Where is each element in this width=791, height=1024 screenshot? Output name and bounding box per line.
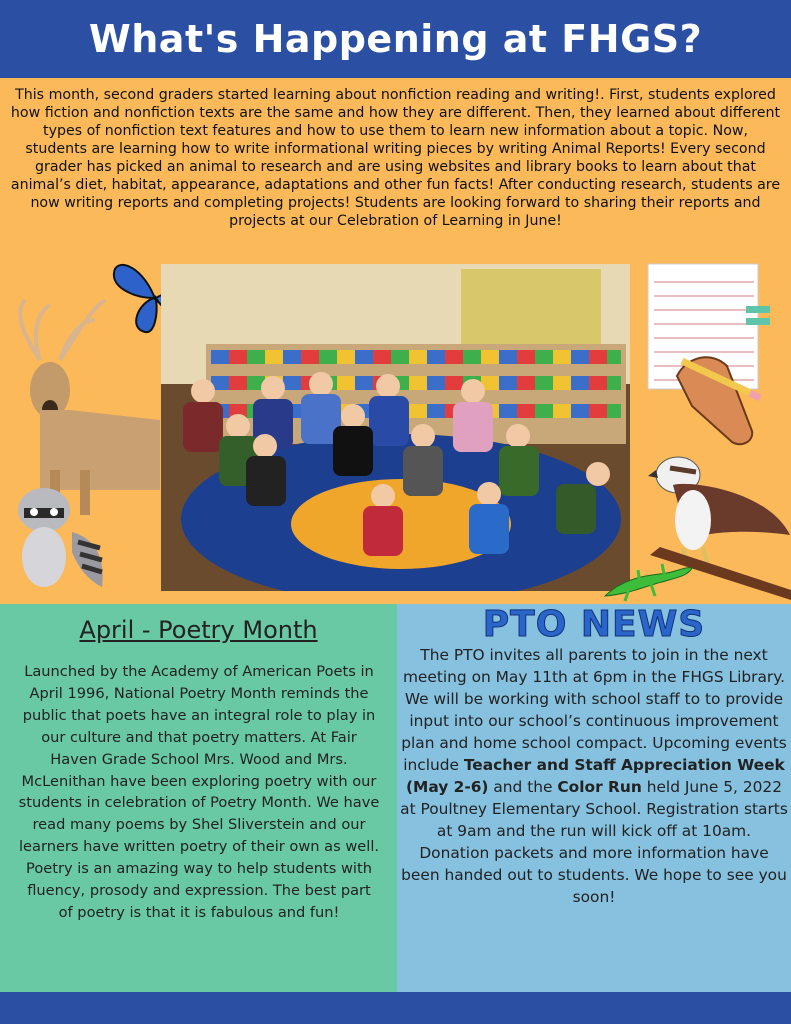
intro-paragraph: This month, second graders started learning about nonfiction reading and writing!. First, students explored how fiction and nonfiction texts are the same and how they are different. Then, they learned about different types of nonfiction text features and how to use them to learn new information about a topic. Now, students are learning how to write informational writing pieces by writing Animal Reports! Every second grader has picked an animal to research and are using websites and library books to learn about that animal’s diet, habitat, appearance, adaptations and other fun facts! After conducting research, students are now writing reports and completing projects! Students are looking forward to sharing their reports and projects at our Celebration of Learning in June!: [10, 87, 781, 229]
footer-bar: [0, 992, 791, 1024]
lizard-icon: [600, 556, 696, 606]
pto-text-2: and the: [488, 778, 558, 796]
header-bar: [0, 0, 791, 78]
pto-body: [400, 644, 788, 908]
pto-text-3: held June 5, 2022 at Poultney Elementary School. Registration starts at 9am and the run will kick off at 10am. Donation packets and more information have been handed out to students. We hope to see you soon!: [400, 778, 788, 906]
pto-title: PTO NEWS: [482, 604, 706, 645]
poetry-title: April - Poetry Month: [79, 616, 318, 644]
poetry-body: Launched by the Academy of American Poets in April 1996, National Poetry Month reminds the public that poets have an integral role to play in our culture and that poetry matters. At Fair Haven Grade School Mrs. Wood and Mrs. McLenithan have been exploring poetry with our students in celebration of Poetry Month. We have read many poems by Shel Sliverstein and our learners have written poetry of their own as well. Poetry is an amazing way to help students with fluency, prosody and expression. The best part of poetry is that it is fabulous and fun!: [18, 663, 380, 921]
classroom-students-photo: [161, 264, 630, 591]
pto-bold-color-run: Color Run: [557, 778, 642, 796]
writing-hand-icon: [672, 346, 762, 450]
raccoon-icon: [12, 482, 112, 590]
pto-bold-appreciation-week: Teacher and Staff Appreciation Week (May 2-6): [405, 756, 785, 796]
page-title: What's Happening at FHGS?: [88, 17, 703, 61]
pto-text-1: The PTO invites all parents to join in the next meeting on May 11th at 6pm in the FHGS Library. We will be working with school staff to to provide input into our school’s continuous improvement plan and home school compact. Upcoming events include: [401, 646, 787, 774]
